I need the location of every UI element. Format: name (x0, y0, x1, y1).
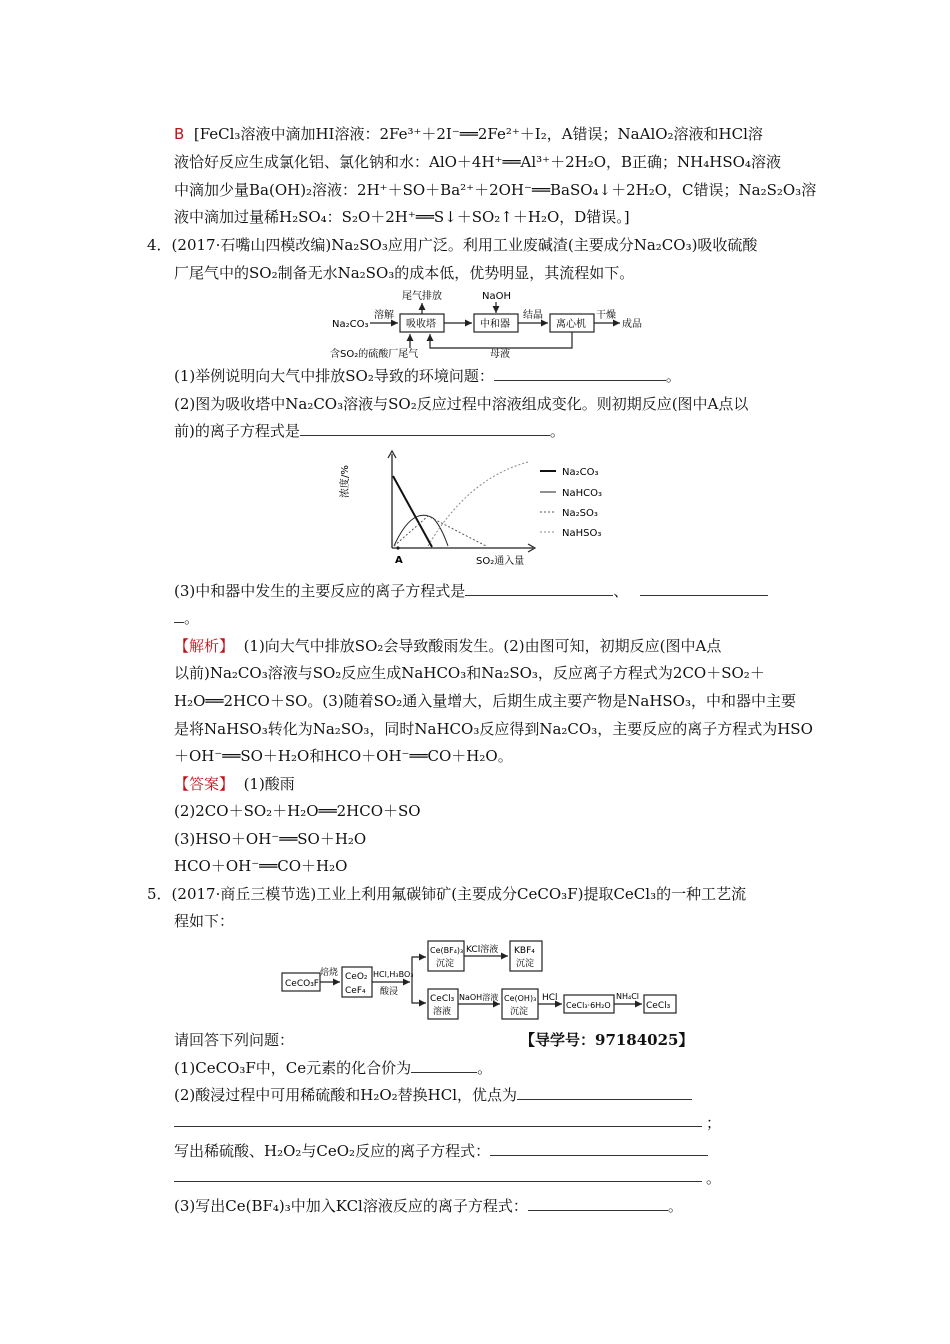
graph-y-label: 浓度/% (340, 465, 351, 498)
q4-flow-centrifuge-label: 离心机 (556, 319, 586, 330)
q5-stem-line-2: 程如下： (174, 912, 235, 930)
graph-curve-nahco3 (394, 515, 448, 546)
q4-answer-line-3: (3)HSO＋OH⁻══SO＋H₂O (174, 830, 367, 848)
q5-part2-text: (2)酸浸过程中可用稀硫酸和H₂O₂替换HCl，优点为 (174, 1086, 518, 1104)
answer-tag: 【答案】 (174, 775, 235, 793)
q4-flow-diagram (330, 286, 660, 358)
q4-flow-absorber-label: 吸收塔 (406, 319, 436, 330)
q4-part1-text: (1)举例说明向大气中排放SO₂导致的环境问题： (174, 367, 494, 385)
q4-answer-line-1 (174, 774, 295, 794)
q4-part1 (174, 366, 681, 386)
q5-ceo2-label: CeO₂ (345, 972, 368, 982)
q4-flow-mother-liquor-label: 母液 (490, 349, 510, 360)
q5-part2b-end: 。 (706, 1169, 722, 1187)
q3-answer-line-1 (174, 124, 763, 144)
q4-flow-neutralizer-label: 中和器 (480, 319, 510, 330)
q4-flow-dry-label: 干燥 (596, 310, 616, 321)
graph-point-a-dot (396, 546, 399, 549)
q5-hydrate-label: CeCl₃·6H₂O (566, 1001, 611, 1010)
q4-part3-sep: 、 (613, 582, 629, 600)
q5-part2b-rule[interactable] (174, 1181, 702, 1182)
q4-part3 (174, 581, 768, 601)
legend-label-nahso3: NaHSO₃ (562, 528, 602, 539)
q5-part3-end: 。 (667, 1197, 683, 1215)
q5-part3 (174, 1196, 683, 1216)
q4-part3-blank-3[interactable] (174, 608, 184, 623)
q4-stem-line-1 (147, 235, 757, 255)
q5-hcl-label: HCl (542, 993, 558, 1003)
q5-guide-number: 【导学号：97184025】 (520, 1031, 694, 1049)
q3-answer-text: [FeCl₃溶液中滴加HI溶液：2Fe³⁺＋2I⁻══2Fe²⁺＋I₂，A错误；NaAlO₂溶液和HCl溶 (193, 125, 763, 143)
q5-acid-reagent-label: HCl,H₃BO₃ (373, 970, 414, 979)
q5-arrow-down (412, 982, 426, 1003)
q4-part2-end: 。 (549, 422, 565, 440)
q5-stem-text-1: (2017·商丘三模节选)工业上利用氟碳铈矿(主要成分CeCO₃F)提取CeCl₃的一种工艺流 (171, 885, 747, 903)
q3-answer-line-4: 液中滴加过量稀H₂SO₄：S₂O＋2H⁺══S↓＋SO₂↑＋H₂O，D错误。] (174, 208, 630, 226)
q4-analysis-line-3: H₂O══2HCO＋SO。(3)随着SO₂通入量增大，后期生成主要产物是NaHSO₃，中和器中主要 (174, 692, 796, 710)
q4-part3-blank-2[interactable] (640, 581, 768, 596)
q4-analysis-line-4: 是将NaHSO₃转化为Na₂SO₃，同时NaHCO₃反应得到Na₂CO₃，主要反应的离子方程式为HSO (174, 720, 813, 738)
q5-final-label: CeCl₃ (646, 1001, 671, 1011)
q4-stem-line-2: 厂尾气中的SO₂制备无水Na₂SO₃的成本低，优势明显，其流程如下。 (174, 264, 635, 282)
q5-part2 (174, 1085, 692, 1105)
q5-part2b-text: 写出稀硫酸、H₂O₂与CeO₂反应的离子方程式： (174, 1142, 491, 1160)
q4-flow-product-label: 成品 (622, 319, 642, 330)
q5-roast-label: 焙烧 (320, 968, 339, 978)
legend-label-na2co3: Na₂CO₃ (562, 467, 599, 478)
q5-part1-text: (1)CeCO₃F中，Ce元素的化合价为 (174, 1059, 412, 1077)
q4-part2-line-1: (2)图为吸收塔中Na₂CO₃溶液与SO₂反应过程中溶液组成变化。则初期反应(图中A点以 (174, 395, 749, 413)
q5-kbf4-label-1: KBF₄ (514, 946, 535, 956)
legend-label-na2so3: Na₂SO₃ (562, 508, 598, 519)
q5-number: 5． (147, 885, 172, 903)
q5-cecl3-sol-label-1: CeCl₃ (430, 994, 455, 1004)
q5-nh4cl-label: NH₄Cl (616, 992, 640, 1001)
q5-part2b (174, 1141, 708, 1161)
q5-naoh-label: NaOH溶液 (459, 993, 499, 1002)
q5-flow-diagram (280, 937, 680, 1023)
graph-x-label: SO₂通入量 (476, 556, 525, 567)
q5-ceoh3-label-1: Ce(OH)₃ (504, 994, 537, 1003)
q5-acid-leach-label: 酸浸 (380, 987, 399, 997)
q5-part1-blank[interactable] (411, 1058, 477, 1073)
q5-part3-blank[interactable] (528, 1196, 668, 1211)
q5-cef4-label: CeF₄ (345, 986, 366, 996)
q4-flow-arrow-mother-liquor (430, 332, 572, 348)
q5-cecl3-sol-label-2: 溶液 (433, 1007, 452, 1017)
q4-part3-tail (174, 608, 199, 628)
graph-point-a: A (395, 555, 403, 566)
q5-part1-end: 。 (477, 1059, 493, 1077)
q5-part1 (174, 1058, 492, 1078)
q5-part3-text: (3)写出Ce(BF₄)₃中加入KCl溶液反应的离子方程式： (174, 1197, 528, 1215)
q4-answer-line-2: (2)2CO＋SO₂＋H₂O══2HCO＋SO (174, 802, 421, 820)
q4-concentration-graph (340, 448, 618, 574)
q5-prompt: 请回答下列问题： (174, 1031, 295, 1049)
q4-flow-crystallize-label: 结晶 (523, 310, 543, 321)
q4-number: 4． (147, 236, 172, 254)
q4-stem-text-1: (2017·石嘴山四模改编)Na₂SO₃应用广泛。利用工业废碱渣(主要成分Na₂CO₃)吸收硫酸 (171, 236, 758, 254)
q4-answer-line-4: HCO＋OH⁻══CO＋H₂O (174, 857, 348, 875)
q4-analysis-line-1 (174, 636, 721, 656)
analysis-tag: 【解析】 (174, 637, 235, 655)
q5-ceoh3-label-2: 沉淀 (510, 1007, 529, 1017)
q3-answer-letter: B (174, 125, 185, 143)
graph-curve-na2so3 (394, 516, 486, 546)
q5-ce-bf4-label-1: Ce(BF₄)₃ (430, 946, 464, 955)
q4-part2-line-2 (174, 421, 565, 441)
q4-part3-blank-1[interactable] (465, 581, 613, 596)
answer-text-1: (1)酸雨 (243, 775, 295, 793)
q4-flow-dissolve-label: 溶解 (374, 310, 394, 321)
q5-ore-label: CeCO₃F (285, 979, 319, 989)
q5-ce-bf4-label-2: 沉淀 (436, 959, 455, 969)
analysis-text-1: (1)向大气中排放SO₂会导致酸雨发生。(2)由图可知，初期反应(图中A点 (243, 637, 722, 655)
q5-part2b-blank[interactable] (490, 1141, 708, 1156)
q4-part2-blank[interactable] (300, 421, 550, 436)
q4-part3-end: 。 (184, 609, 200, 627)
q4-analysis-line-2: 以前)Na₂CO₃溶液与SO₂反应生成NaHCO₃和Na₂SO₃，反应离子方程式为2CO＋SO₂＋ (174, 664, 765, 682)
q5-stem-line-1 (147, 884, 746, 904)
q4-flow-naoh-label: NaOH (482, 291, 511, 302)
q5-kbf4-label-2: 沉淀 (516, 959, 535, 969)
q4-flow-so2-label: 含SO₂的硫酸厂尾气 (330, 349, 419, 360)
q4-part3-text: (3)中和器中发生的主要反应的离子方程式是 (174, 582, 466, 600)
q4-flow-tailgas-label: 尾气排放 (402, 291, 442, 302)
q5-part2-blank[interactable] (517, 1085, 692, 1100)
q5-arrow-up (412, 957, 426, 982)
q3-answer-line-2: 液恰好反应生成氯化铝、氯化钠和水：AlO＋4H⁺══Al³⁺＋2H₂O，B正确；NH₄HSO₄溶液 (174, 153, 781, 171)
q4-part1-end: 。 (665, 367, 681, 385)
q5-part2-rule[interactable] (174, 1126, 702, 1127)
legend-label-nahco3: NaHCO₃ (562, 488, 602, 499)
q4-flow-input: Na₂CO₃ (332, 319, 369, 330)
q4-part2-text: 前)的离子方程式是 (174, 422, 300, 440)
q5-part2-end: ； (706, 1114, 722, 1132)
q4-part1-blank[interactable] (494, 366, 666, 381)
q4-analysis-line-5: ＋OH⁻══SO＋H₂O和HCO＋OH⁻══CO＋H₂O。 (174, 747, 513, 765)
q3-answer-line-3: 中滴加少量Ba(OH)₂溶液：2H⁺＋SO＋Ba²⁺＋2OH⁻══BaSO₄↓＋2H₂O，C错误；Na₂S₂O₃溶 (174, 181, 817, 199)
q5-kcl-label: KCl溶液 (466, 945, 499, 955)
